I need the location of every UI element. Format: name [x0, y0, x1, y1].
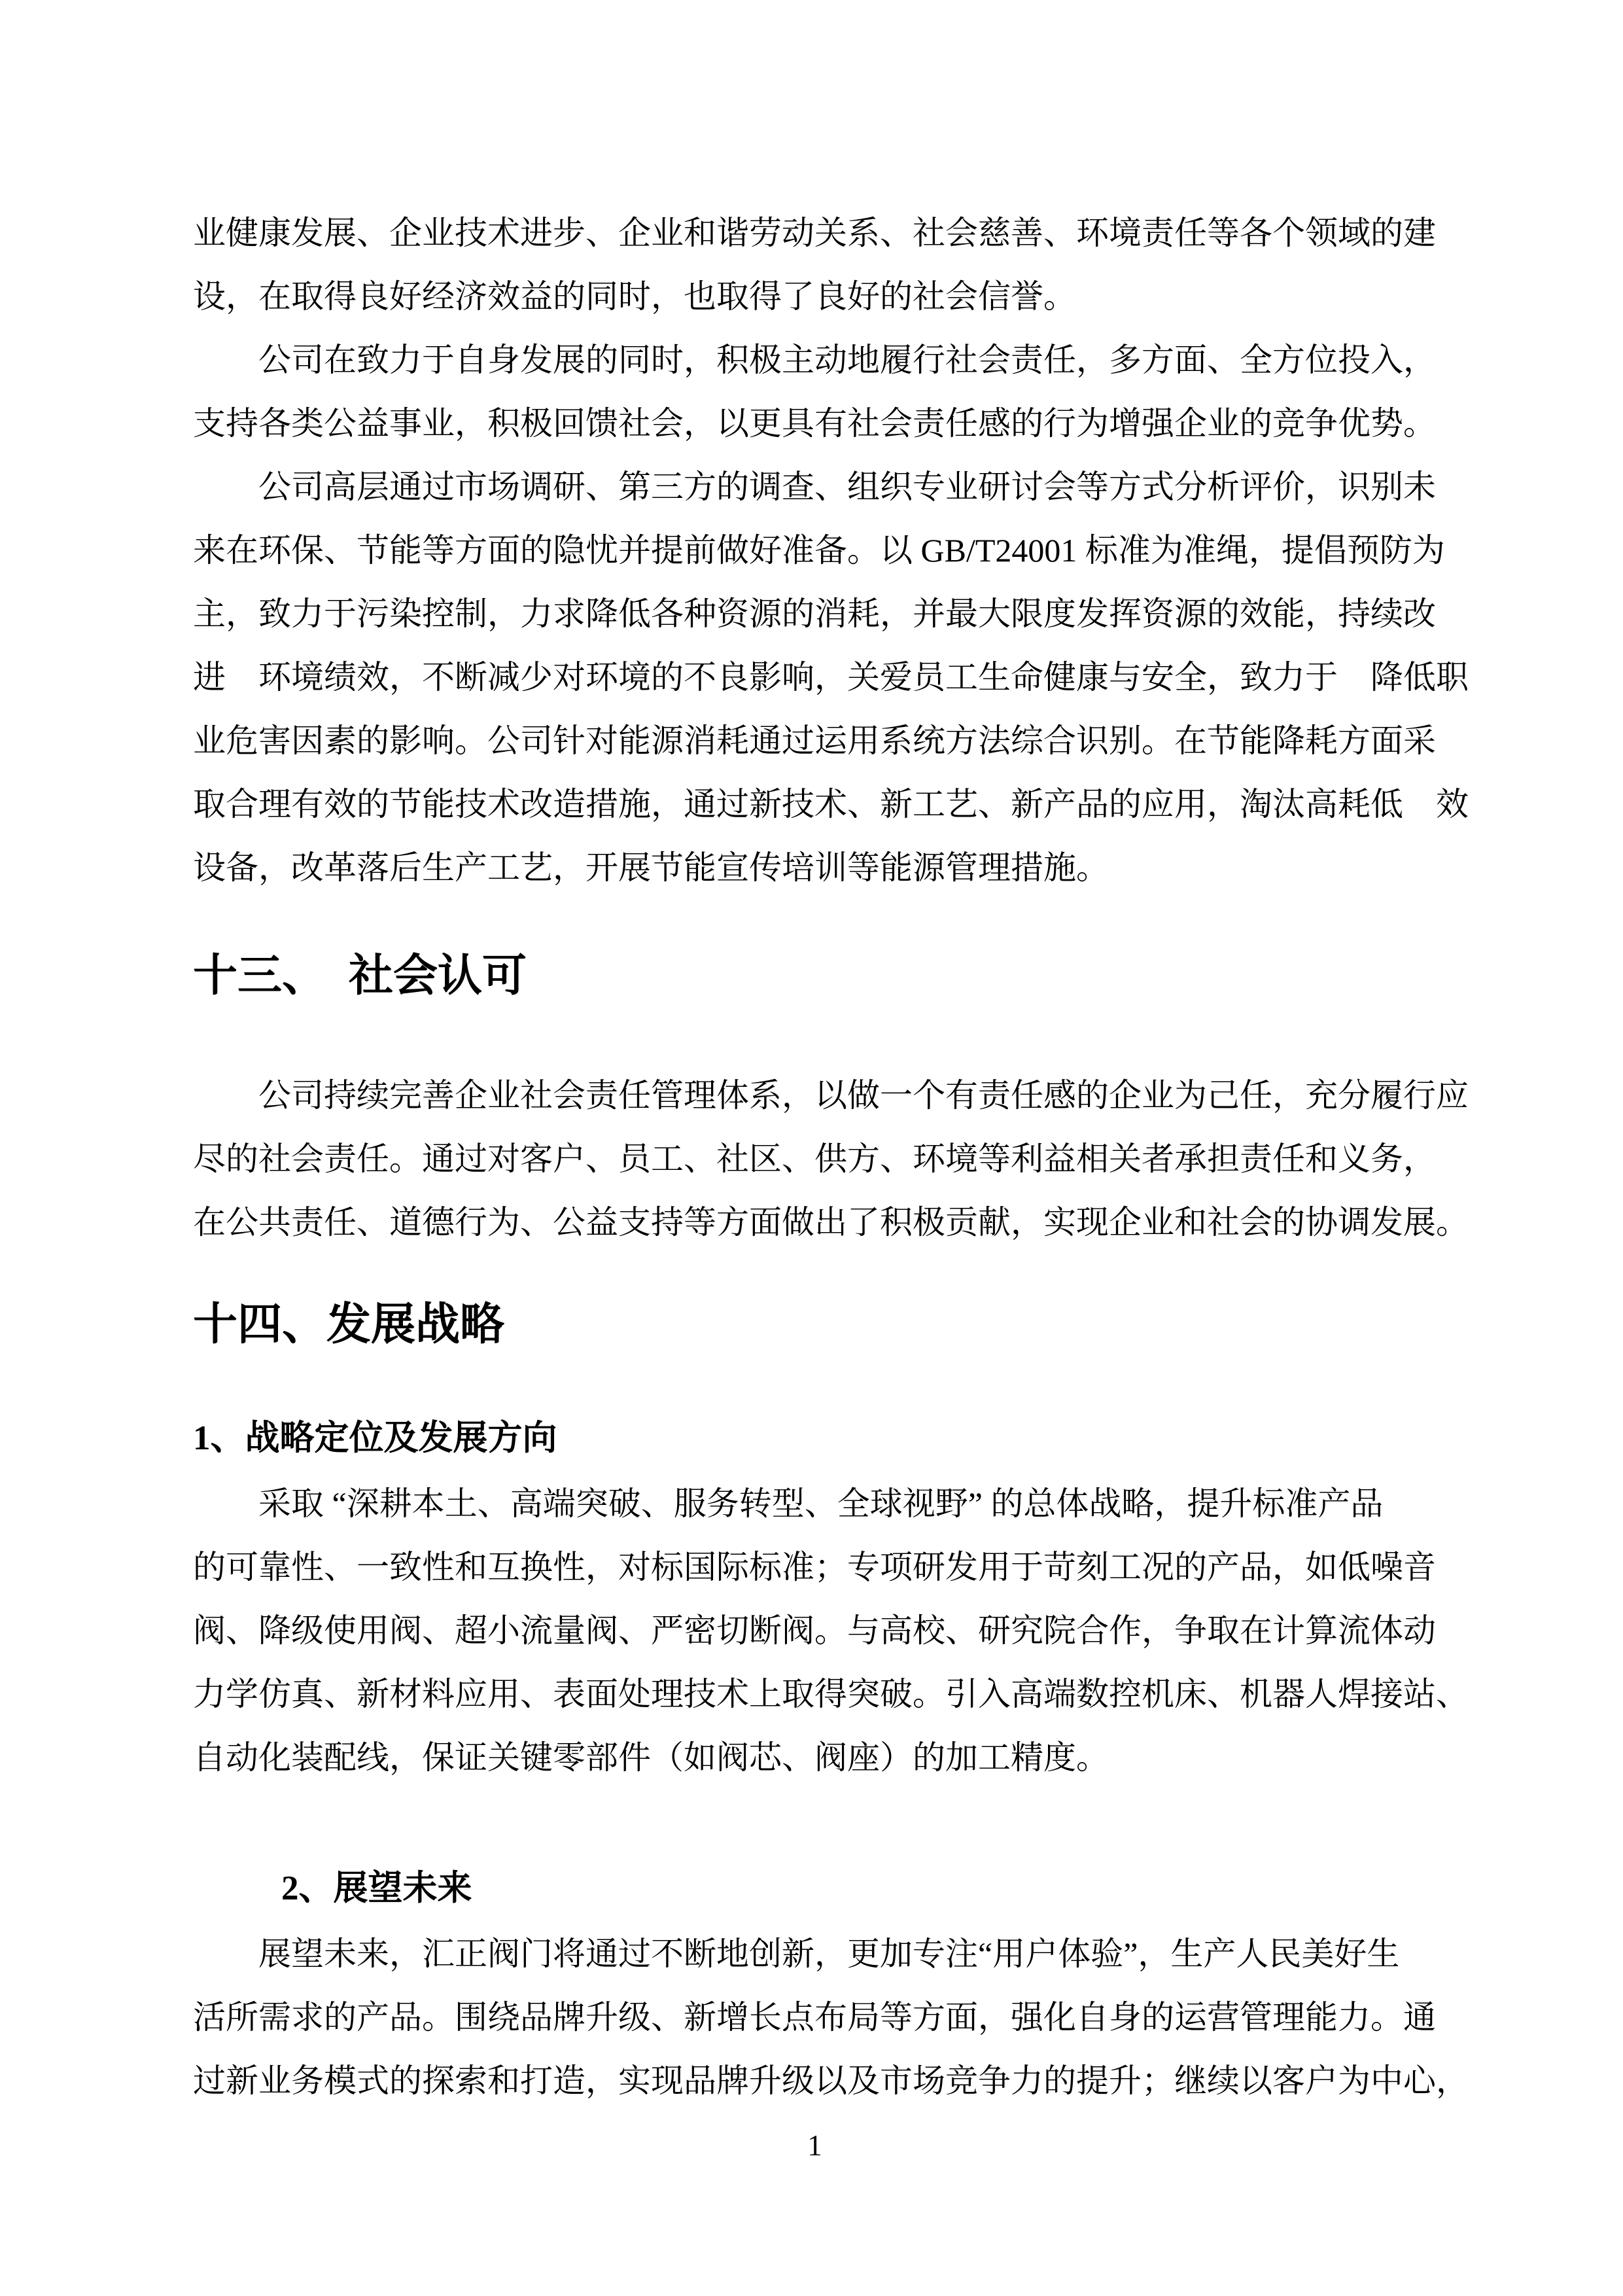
- text-line: 主，致力于污染控制，力求降低各种资源的消耗，并最大限度发挥资源的效能，持续改: [193, 595, 1436, 632]
- paragraph-intro: [193, 202, 1437, 328]
- text-line: 过新业务模式的探索和打造，实现品牌升级以及市场竞争力的提升；继续以客户为中心，: [193, 2062, 1469, 2099]
- text-line: 尽的社会责任。通过对客户、员工、社区、供方、环境等利益相关者承担责任和义务，: [193, 1140, 1436, 1177]
- text-line: 设备，改革落后生产工艺，开展节能宣传培训等能源管理措施。: [193, 849, 1109, 886]
- text-line: 进 环境绩效，不断减少对环境的不良影响，关爱员工生命健康与安全，致力于 降低职: [193, 659, 1469, 696]
- page-number: 1: [807, 2129, 822, 2162]
- paragraph-csr: [193, 328, 1437, 455]
- text-line: 设，在取得良好经济效益的同时，也取得了良好的社会信誉。: [193, 278, 1076, 315]
- heading-section-14: 十四、发展战略: [193, 1299, 505, 1349]
- text-line: 公司高层通过市场调研、第三方的调查、组织专业研讨会等方式分析评价，识别未: [258, 468, 1436, 505]
- text-line: 取合理有效的节能技术改造措施，通过新技术、新工艺、新产品的应用，淘汰高耗低 效: [193, 786, 1469, 822]
- text-line: 公司在致力于自身发展的同时，积极主动地履行社会责任，多方面、全方位投入，: [258, 342, 1436, 378]
- subheading-strategy-position: 1、战略定位及发展方向: [193, 1419, 557, 1457]
- paragraph-recognition: [193, 1064, 1469, 1254]
- text-line: 活所需求的产品。围绕品牌升级、新增长点布局等方面，强化自身的运营管理能力。通: [193, 1999, 1436, 2036]
- paragraph-outlook: [193, 1922, 1469, 2113]
- text-line: 展望未来，汇正阀门将通过不断地创新，更加专注“用户体验”，生产人民美好生: [258, 1935, 1400, 1972]
- text-line: 在公共责任、道德行为、公益支持等方面做出了积极贡献，实现企业和社会的协调发展。: [193, 1204, 1469, 1241]
- paragraph-environment: [193, 455, 1469, 900]
- heading-section-13: 十三、 社会认可: [193, 951, 527, 1000]
- paragraph-strategy: [193, 1472, 1469, 1790]
- text-line: 采取 “深耕本土、高端突破、服务转型、全球视野” 的总体战略，提升标准产品: [258, 1485, 1384, 1522]
- subheading-outlook: 2、展望未来: [281, 1869, 472, 1907]
- text-line: 阀、降级使用阀、超小流量阀、严密切断阀。与高校、研究院合作，争取在计算流体动: [193, 1612, 1436, 1649]
- text-line: 的可靠性、一致性和互换性，对标国际标准；专项研发用于苛刻工况的产品，如低噪音: [193, 1549, 1436, 1585]
- text-line: 业危害因素的影响。公司针对能源消耗通过运用系统方法综合识别。在节能降耗方面采: [193, 722, 1436, 759]
- text-line: 公司持续完善企业社会责任管理体系，以做一个有责任感的企业为己任，充分履行应: [258, 1077, 1469, 1114]
- text-line: 业健康发展、企业技术进步、企业和谐劳动关系、社会慈善、环境责任等各个领域的建: [193, 215, 1436, 251]
- text-line: 自动化装配线，保证关键零部件（如阀芯、阀座）的加工精度。: [193, 1739, 1109, 1776]
- text-line: 来在环保、节能等方面的隐忧并提前做好准备。以 GB/T24001 标准为准绳，提倡预防为: [193, 532, 1445, 569]
- document-body: [193, 0, 1469, 2166]
- text-line: 支持各类公益事业，积极回馈社会，以更具有社会责任感的行为增强企业的竞争优势。: [193, 405, 1436, 442]
- text-line: 力学仿真、新材料应用、表面处理技术上取得突破。引入高端数控机床、机器人焊接站、: [193, 1676, 1469, 1712]
